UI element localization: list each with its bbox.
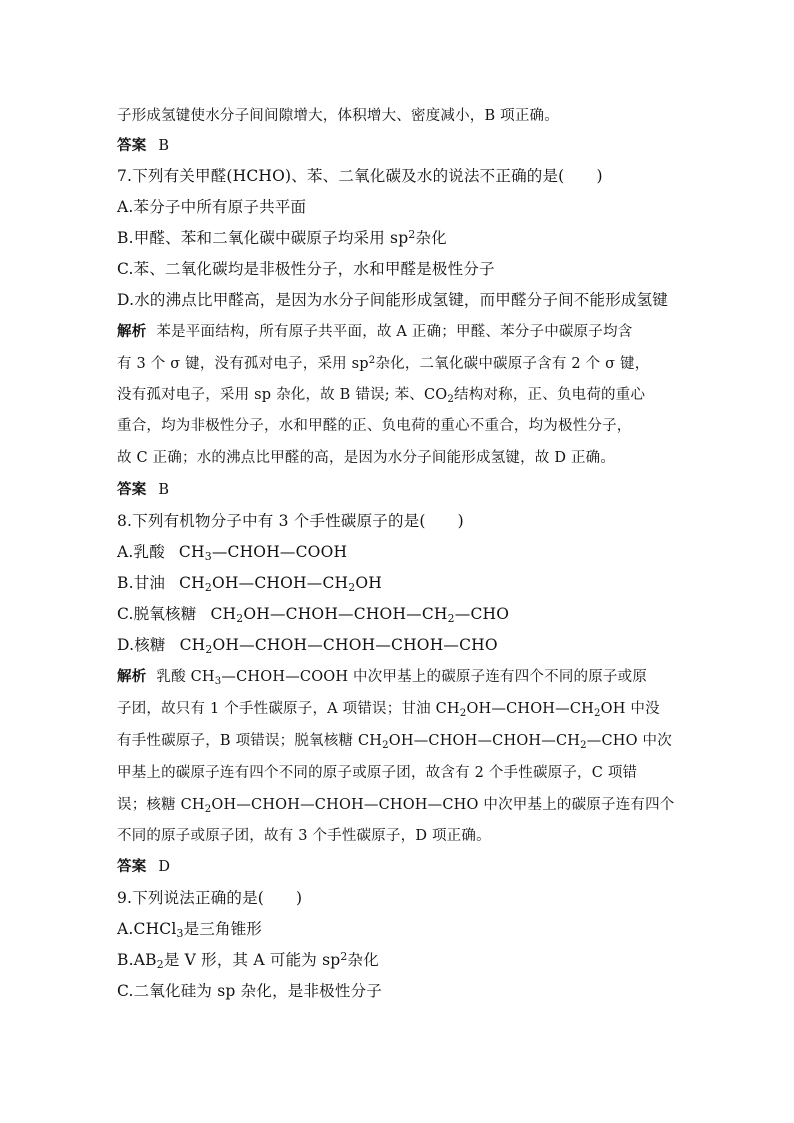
analysis-label: 解析: [117, 668, 147, 685]
analysis-text: 乳酸 CH: [156, 669, 215, 685]
answer-q7: [117, 478, 169, 499]
formula: [179, 543, 347, 561]
analysis-text: 有 3 个 σ 键，没有孤对电子，采用 sp: [117, 356, 369, 372]
q8-option-d: [117, 633, 498, 656]
option-text: 杂化: [347, 951, 379, 969]
subscript: 3: [204, 550, 212, 563]
subscript: 2: [204, 804, 212, 815]
subscript: 2: [204, 581, 213, 594]
analysis-text: —CHO 中次: [586, 733, 672, 749]
q8-analysis-line-4: 甲基上的碳原子连有四个不同的原子或原子团，故含有 2 个手性碳原子，C 项错: [117, 765, 638, 781]
analysis-text: 没有孤对电子，采用 sp 杂化，故 B 错误; 苯、CO: [117, 387, 448, 403]
formula: [179, 574, 382, 592]
q8-option-a: [117, 540, 347, 563]
analysis-text: —CHOH—COOH 中次甲基上的碳原子连有四个不同的原子或原: [221, 669, 648, 685]
subscript: 3: [214, 676, 222, 687]
option-text: 杂化: [415, 229, 447, 247]
formula-part: CH: [179, 636, 206, 654]
analysis-text: OH 中没: [600, 701, 660, 717]
superscript: 2: [408, 228, 416, 241]
answer-label: 答案: [117, 137, 147, 154]
option-text: 是 V 形，其 A 可能为 sp: [163, 951, 341, 969]
formula-part: OH—CHOH—CHOH—CHOH—CHO: [212, 636, 498, 654]
analysis-text: 有手性碳原子，B 项错误；脱氧核糖 CH: [117, 733, 383, 749]
analysis-text: 苯是平面结构，所有原子共平面，故 A 正确；甲醛、苯分子中碳原子均含: [156, 324, 633, 340]
q8-analysis-line-2: [117, 697, 660, 719]
subscript: 2: [156, 958, 164, 971]
q9-option-c: C.二氧化硅为 sp 杂化，是非极性分子: [117, 982, 382, 1000]
subscript: 2: [593, 708, 601, 719]
formula: [210, 605, 509, 623]
analysis-text: 子团，故只有 1 个手性碳原子，A 项错误；甘油 CH: [117, 701, 460, 717]
answer-value: D: [158, 859, 171, 875]
superscript: 2: [368, 355, 376, 366]
subscript: 2: [447, 612, 455, 625]
formula-part: OH—CHOH—CHOH—CH: [243, 605, 448, 623]
answer-q6: [117, 134, 169, 155]
q7-analysis-line-5: 故 C 正确；水的沸点比甲醛的高，是因为水分子间能形成氢键，故 D 正确。: [117, 450, 616, 466]
formula-part: CH: [179, 574, 205, 592]
option-text: B.甲醛、苯和二氧化碳中碳原子均采用 sp: [117, 229, 409, 247]
q7-option-d: D.水的沸点比甲醛高，是因为水分子间能形成氢键，而甲醛分子间不能形成氢键: [117, 291, 669, 309]
subscript: 2: [348, 581, 356, 594]
subscript: 3: [176, 927, 184, 940]
q8-option-c: [117, 602, 509, 625]
stem-close: ): [296, 889, 303, 907]
subscript: 2: [580, 740, 587, 751]
stem-close: ): [596, 167, 603, 185]
q8-analysis-line-5: [117, 793, 675, 815]
option-label: D.核糖: [117, 636, 166, 654]
formula-part: —CHO: [454, 605, 510, 623]
analysis-text: OH—CHOH—CHOH—CHOH—CHO 中次甲基上的碳原子连有四个: [211, 797, 675, 813]
analysis-text: 结构对称，正、负电荷的重心: [454, 387, 646, 403]
formula: [180, 636, 498, 654]
q7-option-a: A.苯分子中所有原子共平面: [117, 198, 307, 216]
stem-close: ): [457, 512, 464, 530]
q8-analysis-line-6: 不同的原子或原子团，故有 3 个手性碳原子，D 项正确。: [117, 828, 491, 844]
previous-analysis-end: 子形成氢键使水分子间间隙增大，体积增大、密度减小，B 项正确。: [117, 108, 559, 124]
answer-label: 答案: [117, 481, 147, 498]
answer-label: 答案: [117, 858, 147, 875]
stem-text: 9.下列说法正确的是(: [117, 889, 265, 907]
analysis-text: 误；核糖 CH: [117, 797, 205, 813]
formula-part: OH: [355, 574, 382, 592]
subscript: 2: [236, 612, 244, 625]
question-8-stem: [117, 509, 464, 531]
option-label: B.甘油: [117, 574, 166, 592]
formula-part: CH: [178, 543, 205, 561]
subscript: 2: [459, 708, 467, 719]
superscript: 2: [340, 950, 348, 963]
analysis-text: 杂化，二氧化碳中碳原子含有 2 个 σ 键，: [375, 356, 650, 372]
option-label: A.乳酸: [117, 543, 165, 561]
q7-option-c: C.苯、二氧化碳均是非极性分子，水和甲醛是极性分子: [117, 260, 495, 278]
q7-option-b: [117, 226, 447, 248]
subscript: 2: [382, 740, 389, 751]
q9-option-b: [117, 948, 379, 971]
answer-q8: [117, 855, 170, 876]
q8-analysis-line-1: [117, 665, 647, 687]
option-label: C.脱氧核糖: [117, 605, 197, 623]
formula-part: OH—CHOH—CH: [212, 574, 349, 592]
option-text: A.CHCl: [117, 920, 177, 938]
question-9-stem: [117, 886, 302, 908]
q7-analysis-line-2: [117, 352, 649, 373]
question-7-stem: [117, 164, 603, 186]
option-text: B.AB: [117, 951, 157, 969]
formula-part: —CHOH—COOH: [211, 543, 348, 561]
subscript: 2: [205, 643, 213, 656]
q8-option-b: [117, 571, 382, 594]
q7-analysis-line-4: 重合，均为非极性分子，水和甲醛的正、负电荷的重心不重合，均为极性分子，: [117, 418, 632, 434]
subscript: 2: [447, 394, 455, 405]
analysis-text: OH—CHOH—CH: [466, 701, 594, 717]
answer-value: B: [158, 482, 170, 498]
q9-option-a: [117, 917, 262, 940]
stem-text: 8.下列有机物分子中有 3 个手性碳原子的是(: [117, 512, 426, 530]
analysis-label: 解析: [117, 323, 147, 340]
q7-analysis-line-1: [117, 320, 632, 341]
option-text: 是三角锥形: [183, 920, 263, 938]
q8-analysis-line-3: [117, 729, 672, 751]
answer-value: B: [158, 138, 170, 154]
formula-part: CH: [210, 605, 237, 623]
stem-text: 7.下列有关甲醛(HCHO)、苯、二氧化碳及水的说法不正确的是(: [117, 167, 565, 185]
q7-analysis-line-3: [117, 383, 645, 405]
analysis-text: OH—CHOH—CHOH—CH: [388, 733, 581, 749]
